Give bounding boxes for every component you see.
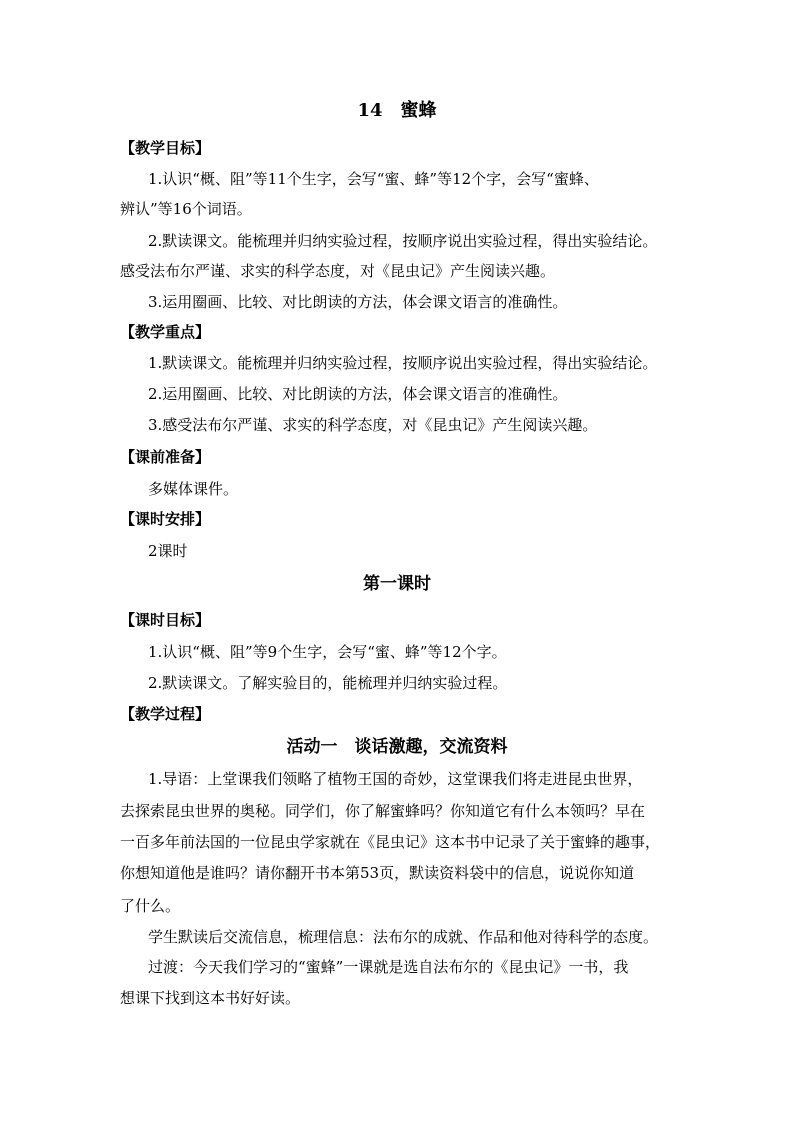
intro-line-3: 一百多年前法国的一位昆虫学家就在《昆虫记》这本书中记录了关于蜜蜂的趣事，	[120, 833, 661, 851]
key-point-2: 2.运用圈画、比较、对比朗读的方法，体会课文语言的准确性。	[148, 385, 568, 403]
goal-1-line-1: 1.认识“概、阻”等11个生字，会写“蜜、蜂”等12个字，会写“蜜蜂、	[148, 170, 599, 188]
key-point-3: 3.感受法布尔严谨、求实的科学态度，对《昆虫记》产生阅读兴趣。	[148, 416, 598, 434]
transition-line-1: 过渡：今天我们学习的“蜜蜂”一课就是选自法布尔的《昆虫记》一书，我	[148, 958, 629, 976]
key-point-1: 1.默读课文。能梳理并归纳实验过程，按顺序说出实验过程，得出实验结论。	[148, 354, 658, 372]
goal-3: 3.运用圈画、比较、对比朗读的方法，体会课文语言的准确性。	[148, 293, 568, 311]
page-title: 14 蜜蜂	[357, 100, 437, 121]
goal-1-line-2: 辨认”等16个词语。	[120, 200, 252, 218]
intro-line-4: 你想知道他是谁吗？请你翻开书本第53页，默读资料袋中的信息，说说你知道	[120, 864, 635, 882]
section-heading-key-points: 【教学重点】	[120, 323, 211, 341]
section-heading-process: 【教学过程】	[120, 705, 211, 723]
transition-line-2: 想课下找到这本书好好读。	[120, 989, 301, 1007]
intro-line-2: 去探索昆虫世界的奥秘。同学们，你了解蜜蜂吗？你知道它有什么本领吗？早在	[120, 802, 646, 820]
student-activity-text: 学生默读后交流信息，梳理信息：法布尔的成就、作品和他对待科学的态度。	[148, 928, 659, 946]
activity-title: 活动一 谈话激趣，交流资料	[286, 737, 508, 757]
goal-2-line-2: 感受法布尔严谨、求实的科学态度，对《昆虫记》产生阅读兴趣。	[120, 262, 556, 280]
section-heading-preparation: 【课前准备】	[120, 448, 211, 466]
intro-line-1: 1.导语：上堂课我们领略了植物王国的奇妙，这堂课我们将走进昆虫世界，	[148, 770, 643, 788]
intro-line-5: 了什么。	[120, 897, 181, 915]
lesson-goal-2: 2.默读课文。了解实验目的，能梳理并归纳实验过程。	[148, 674, 508, 692]
lesson-title: 第一课时	[363, 574, 431, 594]
section-heading-goals: 【教学目标】	[120, 139, 211, 157]
lesson-goal-1: 1.认识“概、阻”等9个生字，会写“蜜、蜂”等12个字。	[148, 643, 507, 661]
section-heading-schedule: 【课时安排】	[120, 510, 211, 528]
goal-2-line-1: 2.默读课文。能梳理并归纳实验过程，按顺序说出实验过程，得出实验结论。	[148, 232, 658, 250]
section-heading-lesson-goals: 【课时目标】	[120, 611, 211, 629]
schedule-text: 2课时	[148, 542, 188, 560]
preparation-text: 多媒体课件。	[148, 480, 239, 498]
